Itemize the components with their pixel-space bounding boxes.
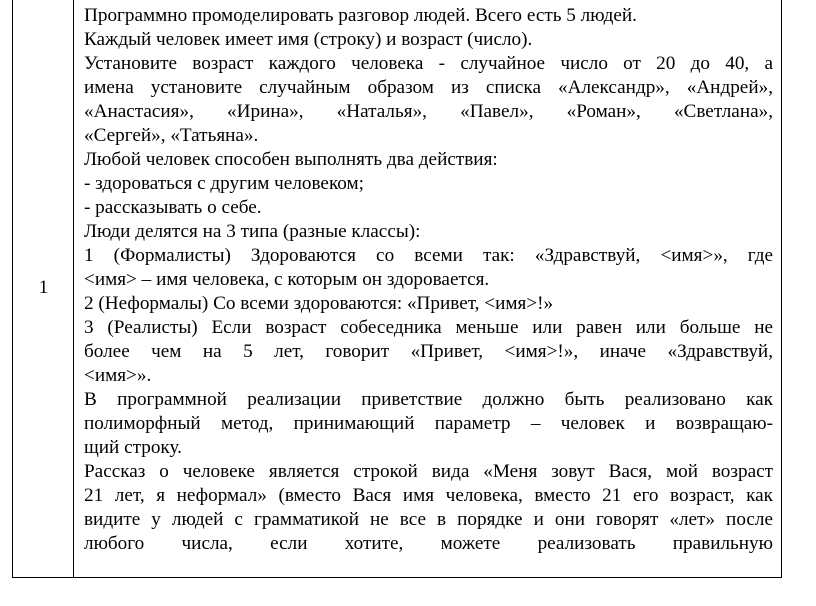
task-text-line: 21 лет, я неформал» (вместо Вася имя человека, вместо 21 его возраст, как — [84, 485, 773, 506]
task-text-line: <имя> – имя человека, с которым он здоровается. — [84, 269, 490, 290]
task-text-line: имена установите случайным образом из списка «Александр», «Андрей», — [84, 77, 773, 98]
task-description-cell — [84, 4, 773, 556]
task-text-line: 1 (Формалисты) Здороваются со всеми так: «Здравствуй, <имя>», где — [84, 245, 773, 266]
task-text-line: <имя>». — [84, 365, 152, 386]
task-text-line: Рассказ о человеке является строкой вида «Меня зовут Вася, мой возраст — [84, 461, 773, 482]
task-text-line: полиморфный метод, принимающий параметр – человек и возвращаю- — [84, 413, 773, 434]
task-text-line: Установите возраст каждого человека - случайное число от 20 до 40, а — [84, 53, 773, 74]
task-text-line: В программной реализации приветствие должно быть реализовано как — [84, 389, 773, 410]
task-text-line: «Анастасия», «Ирина», «Наталья», «Павел», «Роман», «Светлана», — [84, 101, 773, 122]
task-text-line: видите у людей с грамматикой не все в порядке и они говорят «лет» после — [84, 509, 773, 530]
task-text-line: - рассказывать о себе. — [84, 197, 262, 218]
task-text-line: щий строку. — [84, 437, 182, 458]
task-text-line: Программно промоделировать разговор людей. Всего есть 5 людей. — [84, 5, 637, 26]
task-text-line: 3 (Реалисты) Если возраст собеседника меньше или равен или больше не — [84, 317, 773, 338]
task-text-line: более чем на 5 лет, говорит «Привет, <имя>!», иначе «Здравствуй, — [84, 341, 773, 362]
task-text-line: Люди делятся на 3 типа (разные классы): — [84, 221, 421, 242]
task-text-line: - здороваться с другим человеком; — [84, 173, 364, 194]
row-number-cell — [13, 0, 74, 577]
task-table — [12, 0, 782, 578]
task-text-line: «Сергей», «Татьяна». — [84, 125, 259, 146]
task-text-line: любого числа, если хотите, можете реализовать правильную — [84, 533, 773, 554]
task-text-line: Любой человек способен выполнять два действия: — [84, 149, 498, 170]
task-text-line: Каждый человек имеет имя (строку) и возраст (число). — [84, 29, 533, 50]
row-number: 1 — [38, 277, 49, 298]
task-text-line: 2 (Неформалы) Со всеми здороваются: «Привет, <имя>!» — [84, 293, 554, 314]
